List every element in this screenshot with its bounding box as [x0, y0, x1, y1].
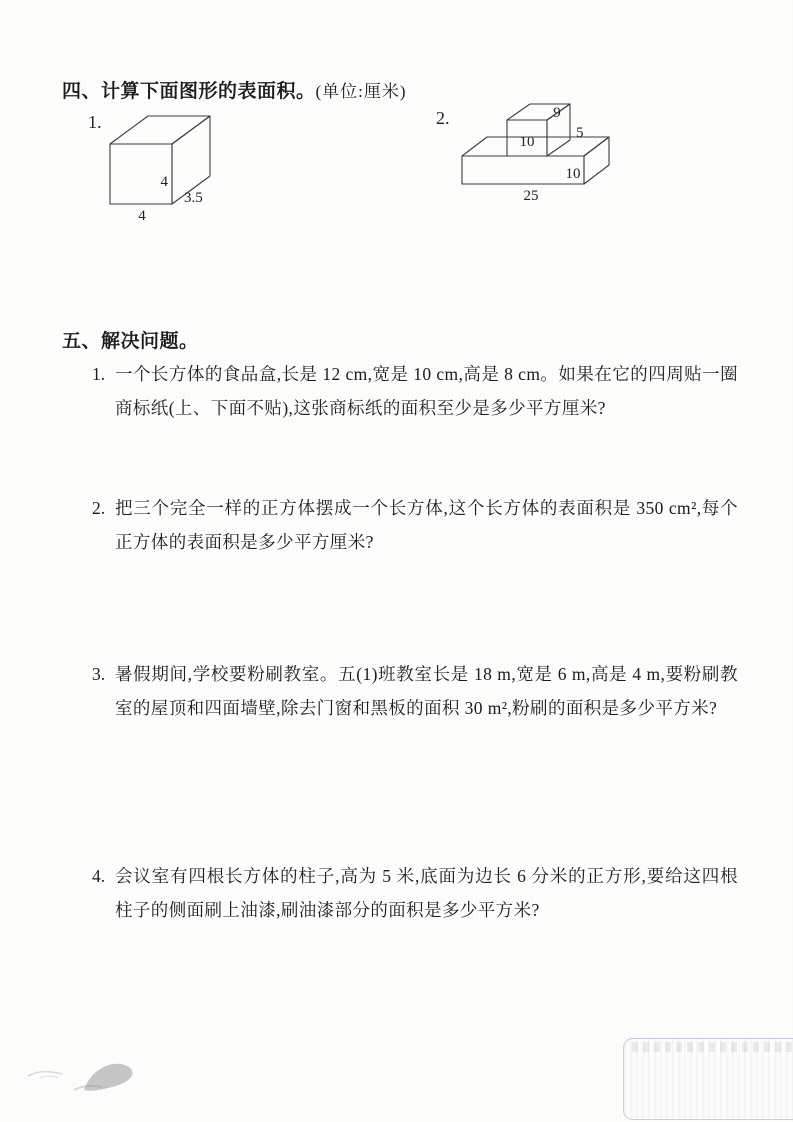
top-box-height-label: 5 [576, 125, 584, 141]
problem-2-number: 2. [92, 498, 106, 518]
problem-4-number: 4. [92, 866, 106, 886]
base-depth-label: 10 [565, 166, 581, 182]
problem-4 [92, 859, 738, 927]
problem-1 [92, 357, 738, 425]
figure2-number: 2. [436, 108, 450, 128]
section-four-unit-note: (单位:厘米) [315, 82, 407, 101]
section-five-title: 五、解决问题。 [62, 331, 199, 352]
cuboid-width-label: 4 [138, 208, 146, 224]
problem-1-text: 一个长方体的食品盒,长是 12 cm,宽是 10 cm,高是 8 cm。如果在它的四周贴一圈商标纸(上、下面不贴),这张商标纸的面积至少是多少平方厘米? [115, 364, 738, 418]
watermark-ghost-text [632, 1042, 793, 1052]
top-box-depth-label: 9 [553, 105, 561, 121]
problem-3-number: 3. [92, 664, 106, 684]
cuboid-top-face [110, 116, 210, 144]
problem-2-text: 把三个完全一样的正方体摆成一个长方体,这个长方体的表面积是 350 cm²,每个正方体的表面积是多少平方厘米? [115, 498, 738, 552]
decorative-scribble [22, 1050, 167, 1110]
base-width-label: 25 [523, 188, 539, 204]
cuboid-depth-label: 3.5 [184, 190, 203, 206]
section-four-heading [62, 76, 407, 103]
scribble-stroke [40, 1076, 58, 1078]
scribble-stroke [28, 1072, 62, 1076]
section-four-title: 四、计算下面图形的表面积。 [62, 81, 316, 102]
figure1-number: 1. [88, 112, 102, 132]
problem-1-number: 1. [92, 364, 106, 384]
section-five-heading [62, 326, 199, 353]
problem-4-text: 会议室有四根长方体的柱子,高为 5 米,底面为边长 6 分米的正方形,要给这四根柱子的侧面刷上油漆,刷油漆部分的面积是多少平方米? [115, 866, 738, 920]
problem-2 [92, 491, 738, 559]
problem-3 [92, 657, 738, 725]
base-right-face [584, 137, 609, 184]
cuboid-height-label: 4 [160, 174, 168, 190]
watermark-box [623, 1038, 793, 1120]
problem-3-text: 暑假期间,学校要粉刷教室。五(1)班教室长是 18 m,宽是 6 m,高是 4 m,要粉刷教室的屋顶和四面墙壁,除去门窗和黑板的面积 30 m²,粉刷的面积是多少平方米? [115, 664, 738, 718]
figure1-cuboid-svg [85, 106, 235, 226]
top-box-width-label: 10 [519, 134, 535, 150]
figure2-composite-svg [452, 98, 637, 206]
